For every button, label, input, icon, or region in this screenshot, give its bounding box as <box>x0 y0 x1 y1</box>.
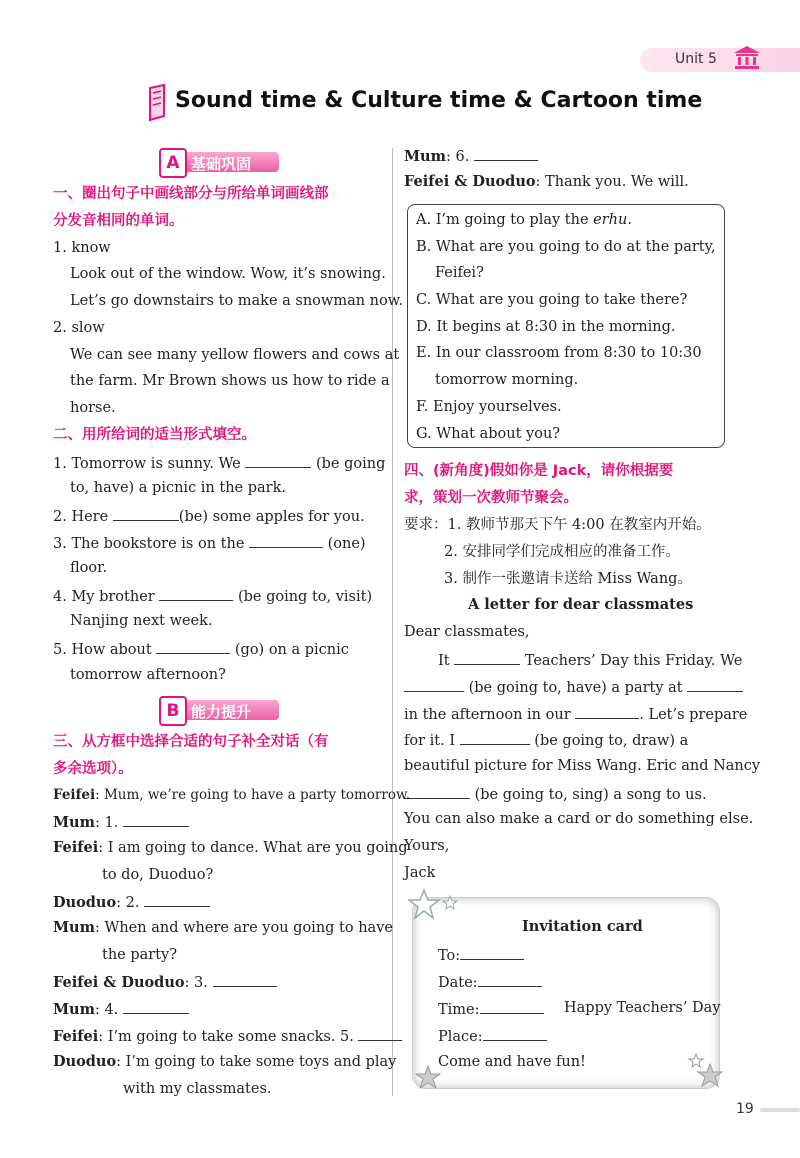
dialogue-line: Mum: 4. <box>53 999 189 1019</box>
page-number-bar <box>760 1108 800 1112</box>
q2-item4-text: 4. My brother <box>53 589 155 605</box>
q2-item3-line1 <box>53 533 366 553</box>
requirement-3: 3. 制作一张邀请卡送给 Miss Wang。 <box>444 571 692 587</box>
option-a <box>416 211 632 229</box>
speaker-name: Mum <box>404 148 446 165</box>
requirement-2: 2. 安排同学们完成相应的准备工作。 <box>444 544 680 560</box>
q4-heading-line1: 四、(新角度)假如你是 Jack，请你根据要 <box>404 463 674 479</box>
option-c: C. What are you going to take there? <box>416 292 688 308</box>
q1-item1-line1 <box>70 265 386 283</box>
answer-blank[interactable] <box>687 677 743 692</box>
speaker-name: Feifei <box>53 787 96 803</box>
letter-line-1 <box>438 650 742 670</box>
option-a-erhu: erhu. <box>593 212 632 228</box>
dialogue-text: 6. <box>455 149 470 165</box>
q2-item1-text: 1. Tomorrow is sunny. We <box>53 456 241 472</box>
q2-item2-hint: (be) some apples for you. <box>178 509 365 525</box>
star-decoration-icon <box>408 888 464 922</box>
card-to-label: To: <box>438 948 461 964</box>
card-to <box>438 945 524 965</box>
q2-item2-text: 2. Here <box>53 509 109 525</box>
q2-item5-hint: (go) on a picnic <box>234 642 349 658</box>
option-e-line1: E. In our classroom from 8:30 to 10:30 <box>416 345 702 361</box>
option-a-text: A. I’m going to play the <box>416 212 589 228</box>
q2-item4-line2: Nanjing next week. <box>70 613 213 629</box>
letter-text: (be going to, draw) a <box>534 733 689 749</box>
letter-text: It <box>438 653 450 669</box>
section-b-title: 能力提升 <box>191 703 252 721</box>
answer-blank[interactable] <box>156 639 230 654</box>
section-a-badge <box>163 152 279 172</box>
card-time-label: Time: <box>438 1002 480 1018</box>
card-place <box>438 1026 547 1046</box>
section-b-badge <box>163 700 279 720</box>
answer-blank[interactable] <box>113 506 179 521</box>
letter-text: Teachers’ Day this Friday. We <box>524 653 743 669</box>
q2-item1-line2: to, have) a picnic in the park. <box>70 480 286 496</box>
letter-title: A letter for dear classmates <box>468 596 694 613</box>
answer-blank[interactable] <box>358 1026 402 1041</box>
answer-blank[interactable] <box>144 892 210 907</box>
q3-heading-line2: 多余选项）。 <box>53 761 133 777</box>
dialogue-line: Feifei & Duoduo: 3. <box>53 972 277 992</box>
answer-blank[interactable] <box>483 1026 547 1041</box>
card-time <box>438 999 544 1019</box>
speaker-name: Feifei & Duoduo <box>53 974 185 991</box>
dialogue-continuation: to do, Duoduo? <box>102 867 214 883</box>
dialogue-line: Feifei: I’m going to take some snacks. 5. <box>53 1026 402 1046</box>
q2-item3-line2: floor. <box>70 560 108 576</box>
letter-line-2 <box>404 677 743 697</box>
card-footer: Come and have fun! <box>438 1054 586 1070</box>
speaker-name: Mum <box>53 814 95 831</box>
section-b-letter: B <box>159 696 187 726</box>
q1-item2-line2: the farm. Mr Brown shows us how to ride a <box>70 373 390 389</box>
q2-item3-hint: (one) <box>327 536 366 552</box>
q3-heading-line1: 三、从方框中选择合适的句子补全对话（有 <box>53 734 329 750</box>
dialogue-line: Mum: When and where are you going to have <box>53 919 393 936</box>
option-d: D. It begins at 8:30 in the morning. <box>416 319 676 335</box>
card-place-label: Place: <box>438 1029 483 1045</box>
star-decoration-icon <box>684 1052 724 1092</box>
card-title: Invitation card <box>522 918 643 935</box>
answer-blank[interactable] <box>404 677 464 692</box>
q4-heading-line2: 求，策划一次教师节聚会。 <box>404 490 578 506</box>
letter-line-6 <box>404 784 707 804</box>
q2-item1-line1 <box>53 453 385 473</box>
letter-text: (be going to, sing) a song to us. <box>474 787 707 803</box>
dialogue-text: 1. <box>104 815 119 831</box>
page-title: Sound time & Culture time & Cartoon time <box>175 88 703 113</box>
q1-item2-line1: We can see many yellow flowers and cows at <box>70 347 400 363</box>
letter-text: (be going to, have) a party at <box>468 680 683 696</box>
option-b-line2: Feifei? <box>435 265 484 281</box>
answer-blank[interactable] <box>474 146 538 161</box>
dialogue-line: Duoduo: I’m going to take some toys and play <box>53 1053 397 1070</box>
option-e-line2: tomorrow morning. <box>435 372 579 388</box>
dialogue-text: When and where are you going to have <box>104 920 393 936</box>
speaker-name: Duoduo <box>53 1053 117 1070</box>
temple-icon <box>732 44 762 70</box>
letter-text: . Let’s prepare <box>639 707 748 723</box>
answer-blank[interactable] <box>249 533 323 548</box>
book-icon <box>146 84 170 122</box>
letter-line-7: You can also make a card or do something else. <box>404 811 754 827</box>
speaker-name: Duoduo <box>53 894 117 911</box>
dialogue-line: Feifei: I am going to dance. What are you going <box>53 839 408 856</box>
dialogue-text: 4. <box>104 1002 119 1018</box>
answer-blank[interactable] <box>404 784 470 799</box>
answer-blank[interactable] <box>575 704 639 719</box>
speaker-name: Feifei <box>53 839 99 856</box>
answer-blank[interactable] <box>245 453 311 468</box>
answer-blank[interactable] <box>123 999 189 1014</box>
q1-heading-line2: 分发音相同的单词。 <box>53 213 184 229</box>
letter-closing: Yours, <box>404 838 450 854</box>
dialogue-text: I’m going to take some toys and play <box>125 1054 397 1070</box>
dialogue-continuation: with my classmates. <box>123 1081 272 1097</box>
letter-text: in the afternoon in our <box>404 707 571 723</box>
answer-blank[interactable] <box>159 586 233 601</box>
q1-item2-line3: horse. <box>70 400 116 416</box>
letter-text: for it. I <box>404 733 456 749</box>
letter-line-3 <box>404 704 747 724</box>
q1-item1-word: 1. know <box>53 240 111 256</box>
answer-blank[interactable] <box>460 945 524 960</box>
dialogue-line: Duoduo: 2. <box>53 892 210 912</box>
q2-item4-hint: (be going to, visit) <box>237 589 373 605</box>
answer-blank[interactable] <box>480 999 544 1014</box>
dialogue-text: Mum, we’re going to have a party tomorrow. <box>103 787 411 803</box>
section-a-title: 基础巩固 <box>191 155 252 173</box>
letter-salutation: Dear classmates, <box>404 624 530 640</box>
dialogue-line: Mum: 6. <box>404 146 538 166</box>
answer-blank[interactable] <box>460 730 530 745</box>
q2-item1-hint: (be going <box>315 456 386 472</box>
unit-tab <box>640 48 800 72</box>
option-f: F. Enjoy yourselves. <box>416 399 562 415</box>
letter-line-5: beautiful picture for Miss Wang. Eric and Nancy <box>404 758 761 774</box>
page-number: 19 <box>736 1101 754 1117</box>
card-date-label: Date: <box>438 975 478 991</box>
q2-item5-line2: tomorrow afternoon? <box>70 667 226 683</box>
requirement-1: 要求：1. 教师节那天下午 4:00 在教室内开始。 <box>404 517 711 533</box>
dialogue-line: Mum: 1. <box>53 812 189 832</box>
option-b-line1: B. What are you going to do at the party, <box>416 239 716 255</box>
speaker-name: Mum <box>53 1001 95 1018</box>
letter-line-4 <box>404 730 688 750</box>
dialogue-text: 3. <box>194 975 208 991</box>
answer-blank[interactable] <box>213 972 277 987</box>
q2-heading: 二、用所给词的适当形式填空。 <box>53 427 256 443</box>
q2-item2-line1 <box>53 506 365 526</box>
q1-heading-line1: 一、圈出句子中画线部分与所给单词画线部 <box>53 186 329 202</box>
card-date <box>438 972 542 992</box>
q2-item5-text: 5. How about <box>53 642 152 658</box>
answer-blank[interactable] <box>123 812 189 827</box>
answer-blank[interactable] <box>478 972 542 987</box>
letter-signature: Jack <box>404 865 436 881</box>
q1-item2-word: 2. slow <box>53 320 105 336</box>
q2-item3-text: 3. The bookstore is on the <box>53 536 245 552</box>
dialogue-continuation: the party? <box>102 947 178 963</box>
column-divider <box>392 148 393 1096</box>
q1-item1-line1-text: Look out of the window. Wow, it’s snowing. <box>70 266 386 282</box>
option-g: G. What about you? <box>416 426 561 442</box>
dialogue-text: 2. <box>125 895 140 911</box>
dialogue-line: Feifei: Mum, we’re going to have a party tomorrow. <box>53 787 411 803</box>
dialogue-line: Feifei & Duoduo: Thank you. We will. <box>404 173 689 190</box>
speaker-name: Feifei <box>53 1028 99 1045</box>
speaker-name: Feifei & Duoduo <box>404 173 536 190</box>
card-greeting: Happy Teachers’ Day <box>564 1000 721 1016</box>
dialogue-text: I’m going to take some snacks. 5. <box>107 1029 354 1045</box>
section-a-letter: A <box>159 148 187 178</box>
speaker-name: Mum <box>53 919 95 936</box>
dialogue-text: I am going to dance. What are you going <box>107 840 408 856</box>
dialogue-text: Thank you. We will. <box>545 174 689 190</box>
q2-item5-line1 <box>53 639 349 659</box>
answer-blank[interactable] <box>454 650 520 665</box>
q1-item1-line2: Let’s go downstairs to make a snowman now. <box>70 293 404 309</box>
unit-label: Unit 5 <box>675 51 717 67</box>
q2-item4-line1 <box>53 586 372 606</box>
